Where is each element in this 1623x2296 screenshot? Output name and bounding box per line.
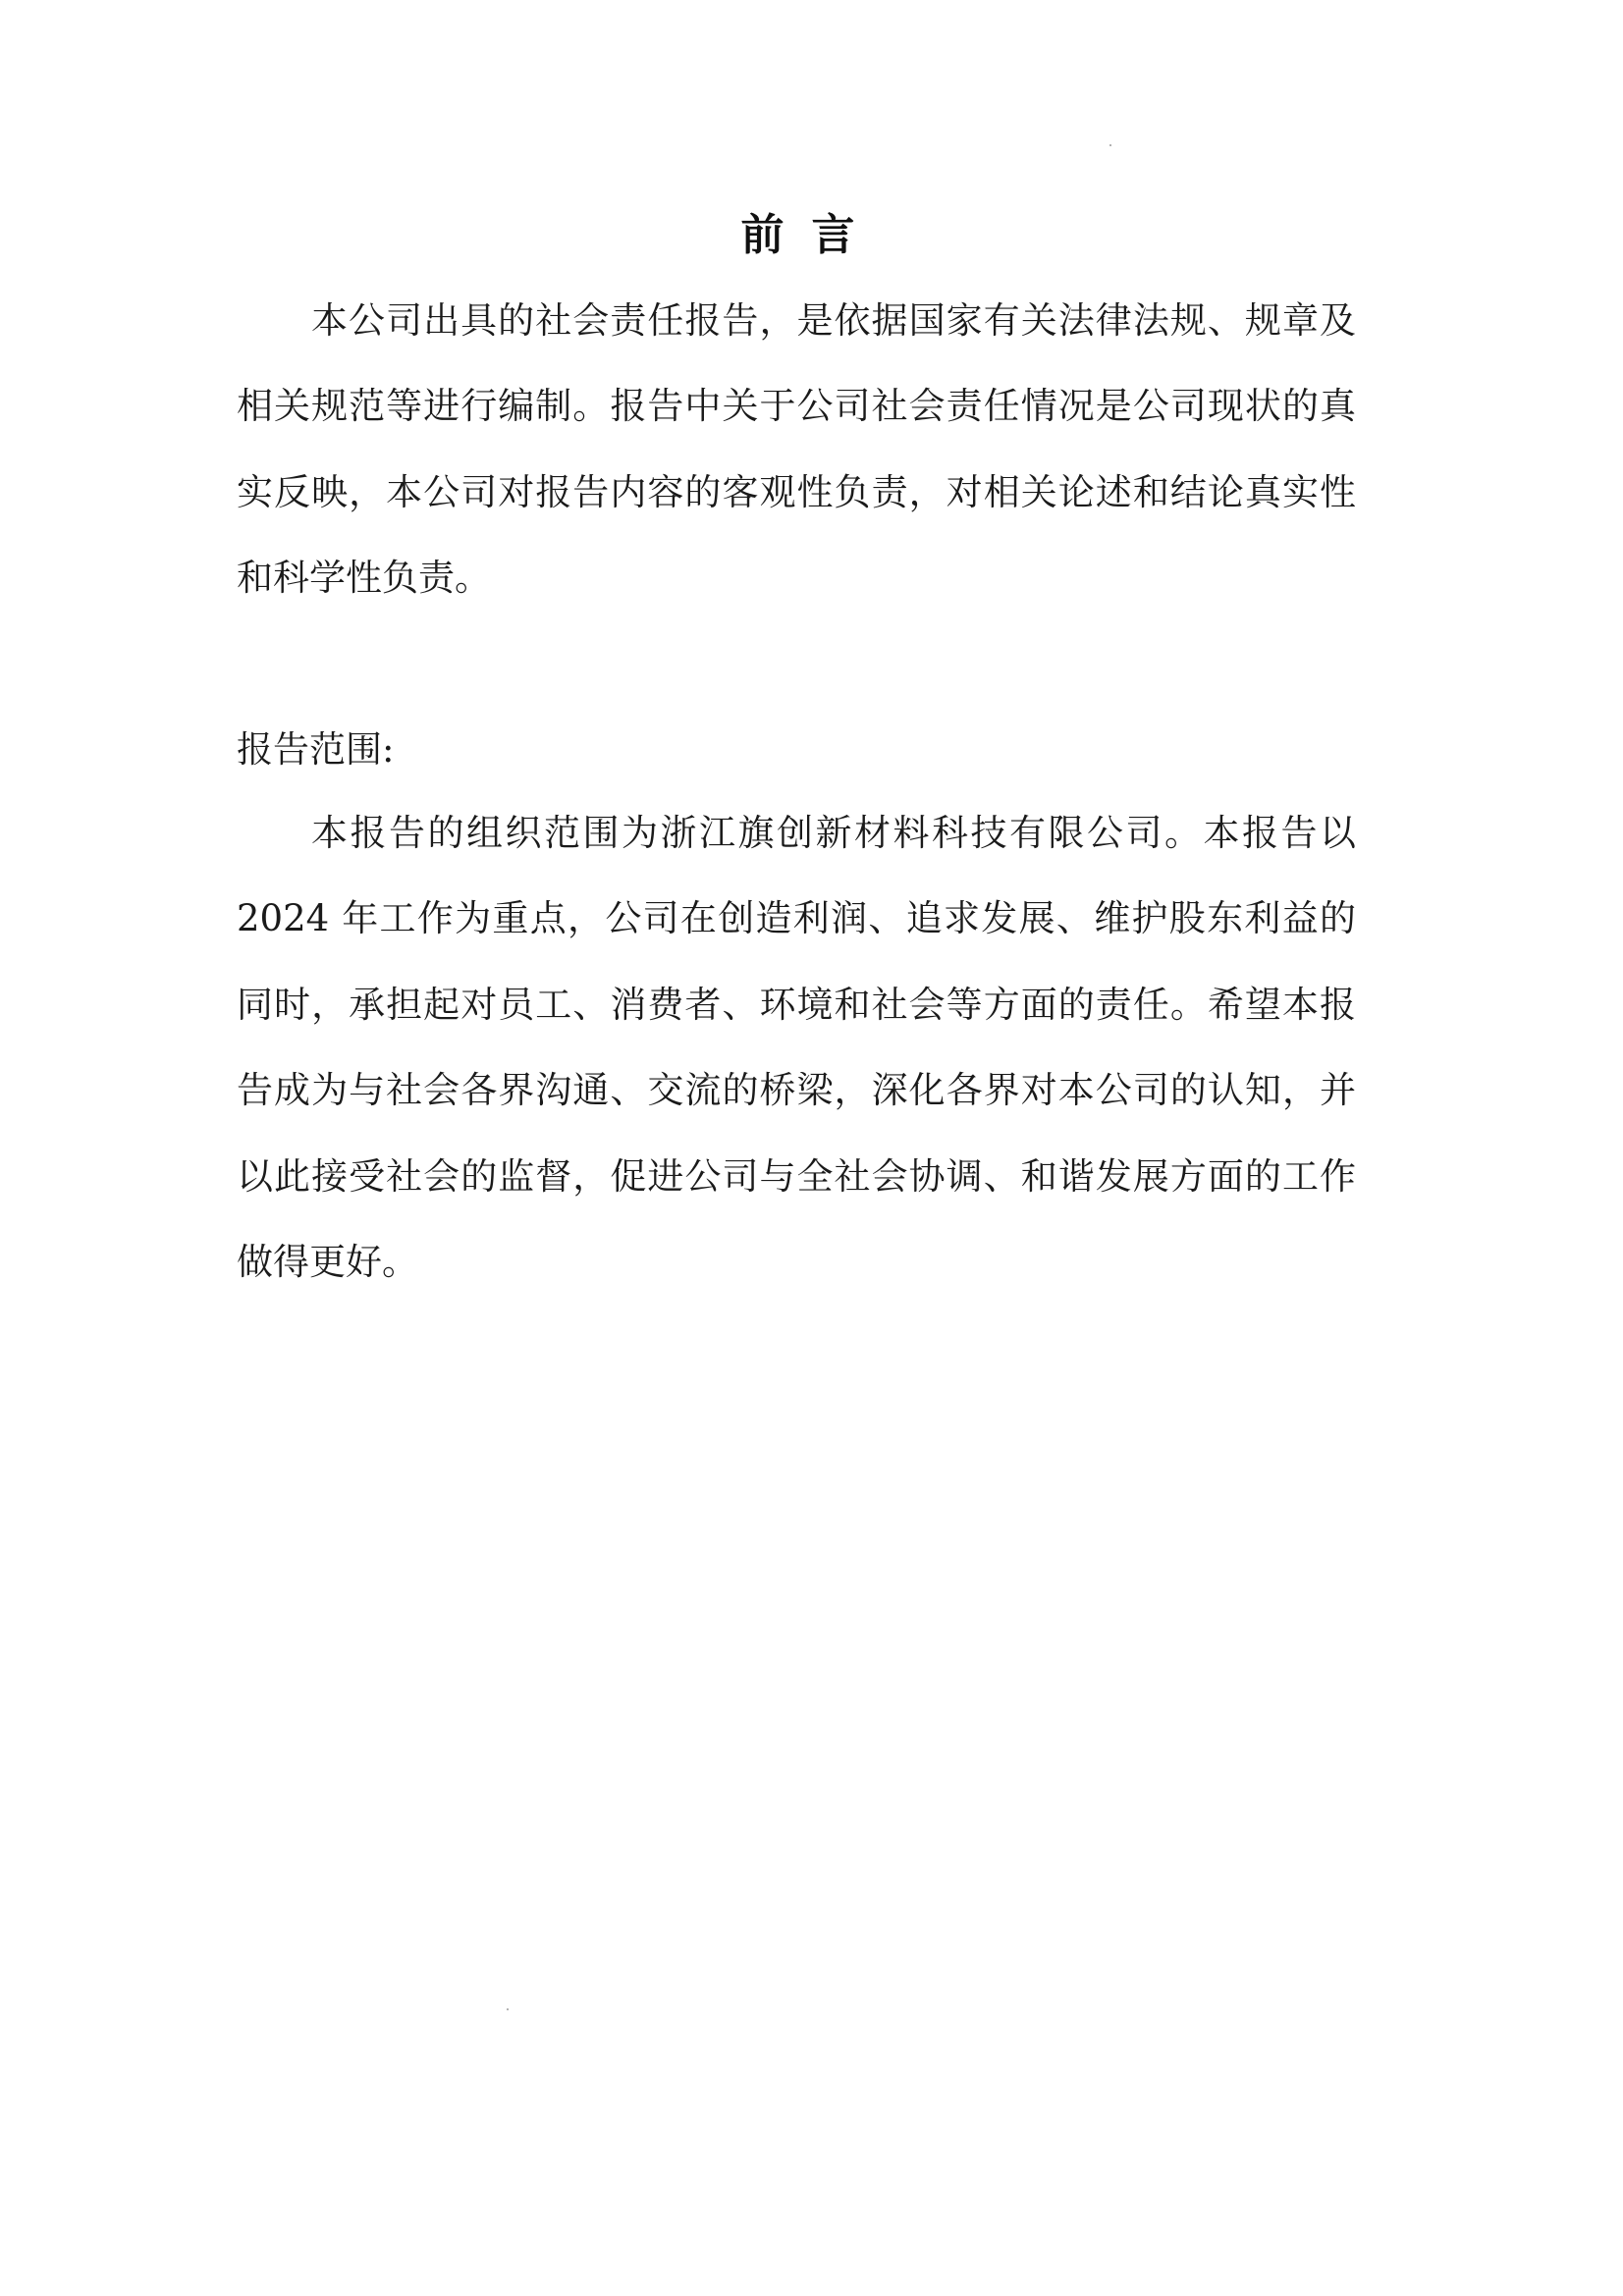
- scan-speck: [507, 2008, 509, 2010]
- intro-paragraph: 本公司出具的社会责任报告，是依据国家有关法律法规、规章及相关规范等进行编制。报告中关于公司社会责任情况是公司现状的真实反映，本公司对报告内容的客观性负责，对相关论述和结论真实性和科学性负责。: [237, 299, 1356, 600]
- page-title: 前言: [740, 210, 883, 260]
- scan-speck: [1109, 144, 1111, 146]
- scope-paragraph: 本报告的组织范围为浙江旗创新材料科技有限公司。本报告以 2024 年工作为重点，公司在创造利润、追求发展、维护股东利益的同时，承担起对员工、消费者、环境和社会等方面的责任。希望本报告成为与社会各界沟通、交流的桥梁，深化各界对本公司的认知，并以此接受社会的监督，促进公司与全社会协调、和谐发展方面的工作做得更好。: [237, 812, 1356, 1284]
- scope-heading: 报告范围:: [237, 728, 395, 771]
